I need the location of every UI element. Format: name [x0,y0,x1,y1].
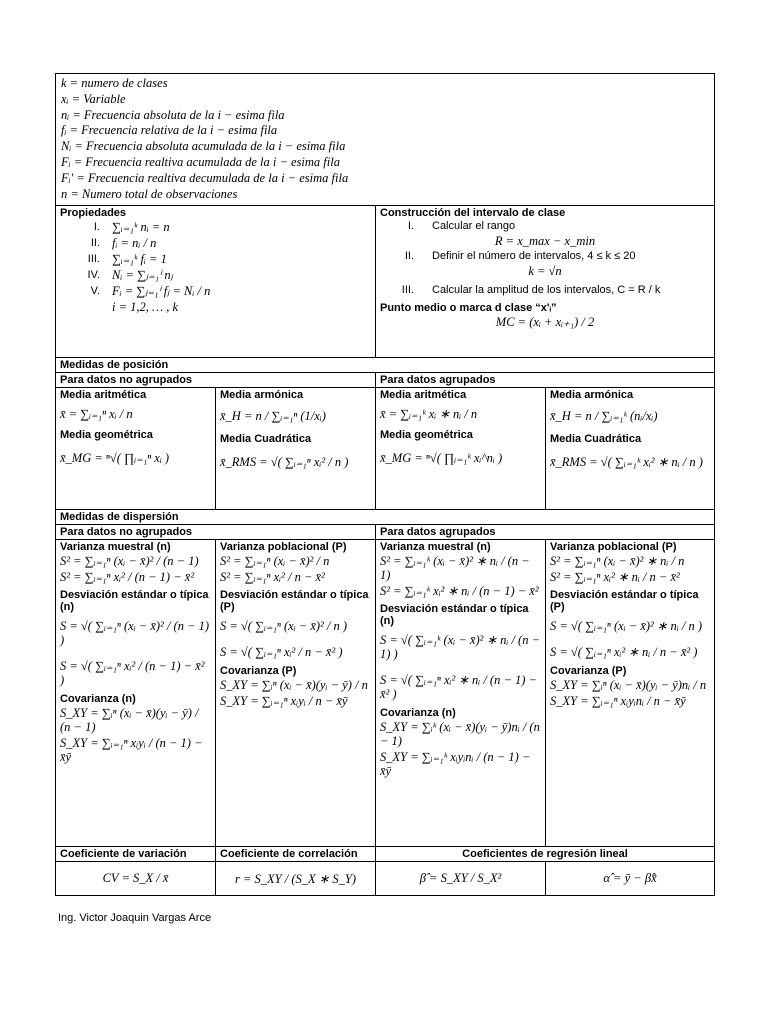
prop-formula: ∑ᵢ₌₁ᵏ fᵢ = 1 [112,252,167,267]
step-text: Calcular la amplitud de los intervalos, C = R / k [432,284,661,297]
definition-line: nᵢ = Frecuencia absoluta de la i − esima fila [61,107,285,122]
cv-formula: CV = S_X / x̄ [56,862,216,896]
grouped-means-b [546,388,715,510]
formula-sheet [55,73,714,896]
intervals-block [376,206,715,358]
correlation-title: Coeficiente de correlación [216,847,376,862]
std-dev-title: Desviación estándar o típica (n) [60,589,209,614]
prop-num: II. [90,237,100,250]
covariance-formula: S_XY = ∑ᵢ₌₁ⁿ xᵢyᵢ / n − x̄ȳ [220,694,348,709]
step-num: III. [401,284,414,297]
quad-formula: x̄_RMS = √( ∑ᵢ₌₁ᵏ xᵢ² ∗ nᵢ / n ) [550,455,703,470]
dispersion-grouped-title: Para datos agrupados [376,525,715,540]
covariance-title: Covarianza (P) [550,665,627,678]
prop-num: V. [90,285,100,298]
ungrouped-means-b [216,388,376,510]
prop-formula: Nᵢ = ∑ⱼ₌₁ⁱ nⱼ [112,268,173,283]
covariance-formula: S_XY = ∑ᵢ₌₁ⁿ xᵢyᵢ / (n − 1) − x̄ȳ [60,736,203,765]
variance-formula: S² = ∑ᵢ₌₁ⁿ (xᵢ − x̄)² ∗ nᵢ / n [550,554,685,569]
prop-formula: fᵢ = nᵢ / n [112,236,157,251]
covariance-formula: S_XY = ∑ᵢⁿ (xᵢ − x̄)(yᵢ − ȳ)nᵢ / n [550,678,707,693]
prop-range: i = 1,2, … , k [112,300,179,315]
variance-formula: S² = ∑ᵢ₌₁ᵏ (xᵢ − x̄)² ∗ nᵢ / (n − 1) [380,554,530,583]
step-num: II. [404,250,414,263]
definition-line: Fᵢ = Frecuencia realtiva acumulada de la i − esima fila [61,154,340,169]
step-formula: k = √n [528,264,562,279]
variance-title: Varianza poblacional (P) [550,541,677,554]
variance-formula: S² = ∑ᵢ₌₁ⁿ xᵢ² / n − x̄² [220,570,325,585]
prop-formula: Fᵢ = ∑ⱼ₌₁ⁱ fⱼ = Nᵢ / n [112,284,211,299]
std-dev-formula: S = √( ∑ᵢ₌₁ⁿ xᵢ² / (n − 1) − x̄² ) [60,659,205,688]
dispersion-col-4 [546,540,715,847]
step-text: Calcular el rango [432,220,516,233]
definitions-block [56,74,715,206]
correlation-formula: r = S_XY / (S_X ∗ S_Y) [216,862,376,896]
dispersion-col-3 [376,540,546,847]
std-dev-formula: S = √( ∑ᵢ₌₁ⁿ (xᵢ − x̄)² / n ) [220,619,348,634]
beta-formula: β̂ = S_XY / S_X² [376,862,546,896]
covariance-title: Covarianza (n) [380,707,456,720]
covariance-formula: S_XY = ∑ᵢ₌₁ᵏ xᵢyᵢnᵢ / (n − 1) − x̄ȳ [380,750,531,779]
std-dev-formula: S = √( ∑ᵢ₌₁ⁿ (xᵢ − x̄)² / (n − 1) ) [60,619,210,648]
covariance-title: Covarianza (n) [60,693,136,706]
position-ungrouped-title: Para datos no agrupados [56,373,376,388]
covariance-formula: S_XY = ∑ᵢ₌₁ⁿ xᵢyᵢnᵢ / n − x̄ȳ [550,694,686,709]
regression-title: Coeficientes de regresión lineal [376,847,715,862]
harm-title: Media armónica [550,389,634,402]
dispersion-title: Medidas de dispersión [56,510,715,525]
prop-formula: ∑ᵢ₌₁ᵏ nᵢ = n [112,220,170,235]
geom-title: Media geométrica [60,429,153,442]
std-dev-title: Desviación estándar o típica (n) [380,603,529,628]
std-dev-formula: S = √( ∑ᵢ₌₁ⁿ xᵢ² ∗ nᵢ / n − x̄² ) [550,645,698,660]
position-grouped-title: Para datos agrupados [376,373,715,388]
harm-title: Media armónica [220,389,304,402]
formula-table [55,73,715,896]
position-title: Medidas de posición [56,358,715,373]
prop-num: I. [93,221,100,234]
definition-line: Fᵢ' = Frecuencia realtiva decumulada de la i − esima fila [61,170,349,185]
properties-block [56,206,376,358]
quad-title: Media Cuadrática [550,433,642,446]
arith-formula: x̄ = ∑ᵢ₌₁ⁿ xᵢ / n [60,407,133,422]
arith-title: Media aritmética [60,389,147,402]
covariance-title: Covarianza (P) [220,665,297,678]
std-dev-title: Desviación estándar o típica (P) [220,589,369,614]
quad-formula: x̄_RMS = √( ∑ᵢ₌₁ⁿ xᵢ² / n ) [220,455,349,470]
covariance-formula: S_XY = ∑ᵢⁿ (xᵢ − x̄)(yᵢ − ȳ) / n [220,678,368,693]
step-formula: R = x_max − x_min [494,234,596,249]
geom-formula: x̄_MG = ⁿ√( ∏ᵢ₌₁ᵏ xᵢ^nᵢ ) [380,451,503,466]
dispersion-col-2 [216,540,376,847]
arith-formula: x̄ = ∑ᵢ₌₁ᵏ xᵢ ∗ nᵢ / n [380,407,478,422]
ungrouped-means-a [56,388,216,510]
std-dev-title: Desviación estándar o típica (P) [550,589,699,614]
cv-title: Coeficiente de variación [56,847,216,862]
definition-line: n = Numero total de observaciones [61,186,238,201]
step-num: I. [407,220,414,233]
midpoint-title: Punto medio o marca d clase “x'ᵢ” [380,302,557,315]
geom-formula: x̄_MG = ⁿ√( ∏ᵢ₌₁ⁿ xᵢ ) [60,451,170,466]
variance-title: Varianza muestral (n) [380,541,491,554]
geom-title: Media geométrica [380,429,473,442]
std-dev-formula: S = √( ∑ᵢ₌₁ᵏ (xᵢ − x̄)² ∗ nᵢ / (n − 1) ) [380,633,541,662]
dispersion-col-1 [56,540,216,847]
covariance-formula: S_XY = ∑ᵢⁿ (xᵢ − x̄)(yᵢ − ȳ) / (n − 1) [60,706,199,735]
definition-line: Nᵢ = Frecuencia absoluta acumulada de la i − esima fila [61,139,346,154]
covariance-formula: S_XY = ∑ᵢᵏ (xᵢ − x̄)(yᵢ − ȳ)nᵢ / (n − 1) [380,720,540,749]
definition-line: xᵢ = Variable [61,91,126,106]
step-text: Definir el número de intervalos, 4 ≤ k ≤ 20 [432,250,636,263]
grouped-means-a [376,388,546,510]
dispersion-ungrouped-title: Para datos no agrupados [56,525,376,540]
prop-num: III. [87,253,100,266]
properties-title: Propiedades [60,207,127,220]
std-dev-formula: S = √( ∑ᵢ₌₁ⁿ xᵢ² / n − x̄² ) [220,645,343,660]
alpha-formula: α̂ = ȳ − β̂x̄ [546,862,715,896]
variance-formula: S² = ∑ᵢ₌₁ⁿ (xᵢ − x̄)² / n [220,554,330,569]
quad-title: Media Cuadrática [220,433,312,446]
variance-title: Varianza poblacional (P) [220,541,347,554]
intervals-title: Construcción del intervalo de clase [380,207,566,220]
harm-formula: x̄_H = n / ∑ᵢ₌₁ᵏ (nᵢ/xᵢ) [550,409,658,424]
arith-title: Media aritmética [380,389,467,402]
variance-title: Varianza muestral (n) [60,541,171,554]
variance-formula: S² = ∑ᵢ₌₁ⁿ xᵢ² / (n − 1) − x̄² [60,570,195,585]
prop-num: IV. [87,269,100,282]
harm-formula: x̄_H = n / ∑ᵢ₌₁ⁿ (1/xᵢ) [220,409,326,424]
std-dev-formula: S = √( ∑ᵢ₌₁ⁿ (xᵢ − x̄)² ∗ nᵢ / n ) [550,619,703,634]
definition-line: fᵢ = Frecuencia relativa de la i − esima fila [61,123,278,138]
definition-line: k = numero de clases [61,76,168,90]
midpoint-formula: MC = (xᵢ + xᵢ₊₁) / 2 [495,315,595,330]
author-credit: Ing. Victor Joaquin Vargas Arce [58,912,212,924]
variance-formula: S² = ∑ᵢ₌₁ⁿ xᵢ² ∗ nᵢ / n − x̄² [550,570,680,585]
variance-formula: S² = ∑ᵢ₌₁ⁿ (xᵢ − x̄)² / (n − 1) [60,554,199,569]
variance-formula: S² = ∑ᵢ₌₁ᵏ xᵢ² ∗ nᵢ / (n − 1) − x̄² [380,584,539,599]
std-dev-formula: S = √( ∑ᵢ₌₁ⁿ xᵢ² ∗ nᵢ / (n − 1) − x̄² ) [380,673,537,702]
